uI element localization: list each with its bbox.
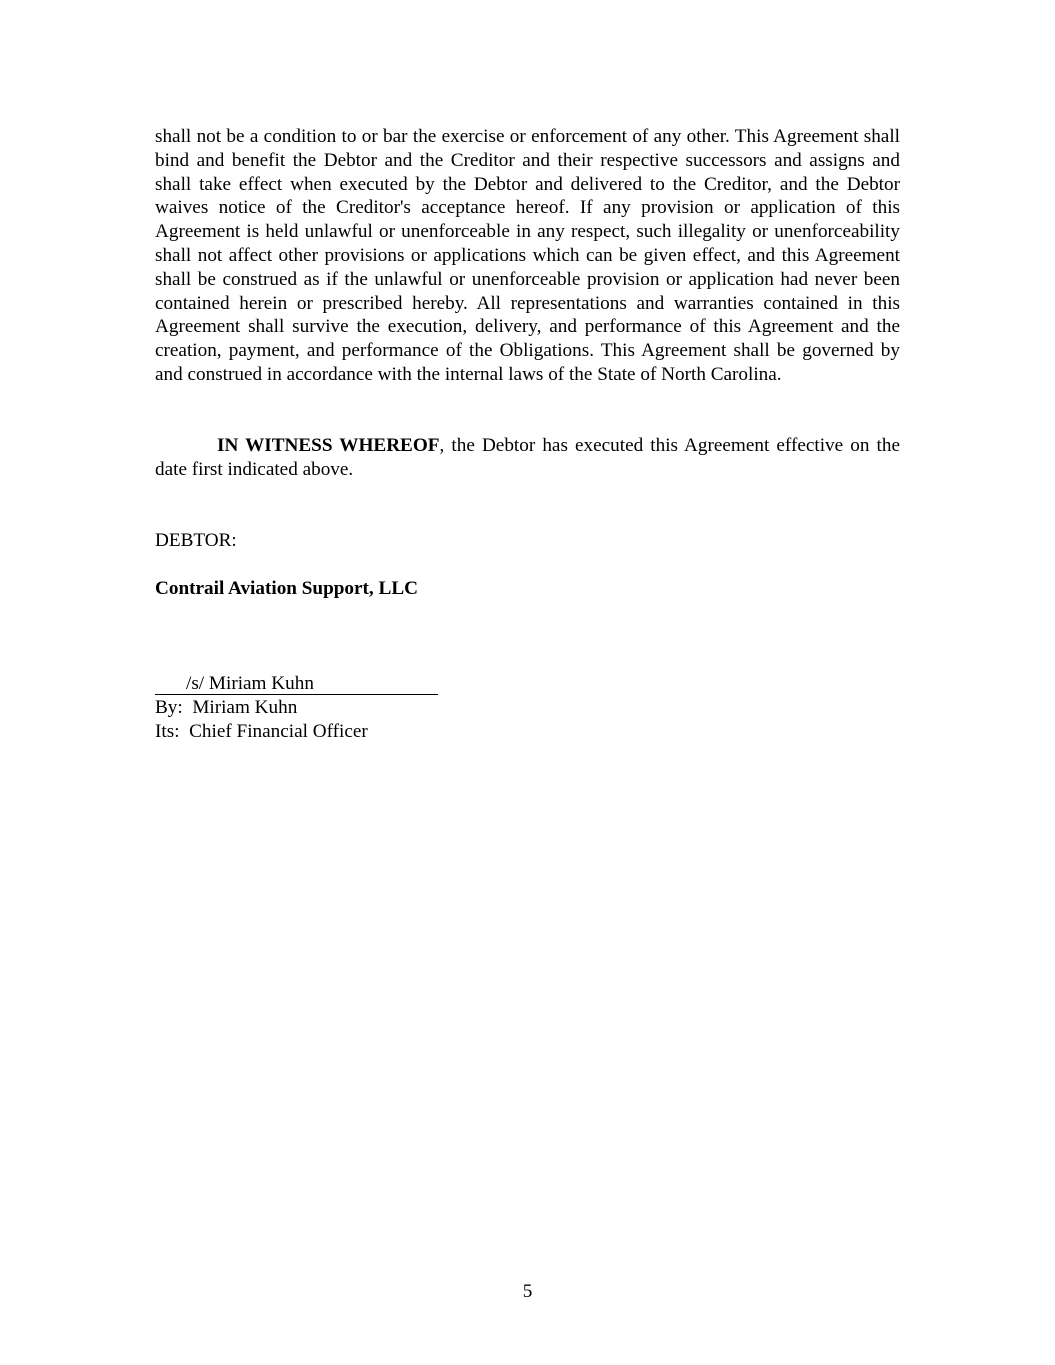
signatory-title-line: Its: Chief Financial Officer [155, 721, 368, 742]
page-number: 5 [522, 1281, 533, 1302]
agreement-body-paragraph: shall not be a condition to or bar the exercise or enforcement of any other. This Agreement shall bind and benefit the Debtor and the Creditor and their respective successors and assigns and shall take effect when executed by the Debtor and delivered to the Creditor, and the Debtor waives notice of the Creditor's acceptance hereof. If any provision or application of this Agreement is held unlawful or unenforceable in any respect, such illegality or unenforceability shall not affect other provisions or applications which can be given effect, and this Agreement shall be construed as if the unlawful or unenforceable provision or application had never been contained herein or prescribed hereby. All representations and warranties contained in this Agreement shall survive the execution, delivery, and performance of this Agreement and the creation, payment, and performance of the Obligations. This Agreement shall be governed by and construed in accordance with the internal laws of the State of North Carolina. [155, 126, 900, 385]
debtor-label: DEBTOR: [155, 530, 237, 551]
signatory-by-line: By: Miriam Kuhn [155, 697, 298, 718]
debtor-company-name: Contrail Aviation Support, LLC [155, 578, 418, 599]
witness-lead: IN WITNESS WHEREOF [217, 435, 440, 456]
electronic-signature: /s/ Miriam Kuhn [186, 673, 314, 694]
signature-line [155, 672, 438, 695]
witness-rest: , the Debtor has executed this Agreement effective on the date first indicated above. [155, 435, 900, 480]
witness-paragraph [155, 434, 900, 482]
